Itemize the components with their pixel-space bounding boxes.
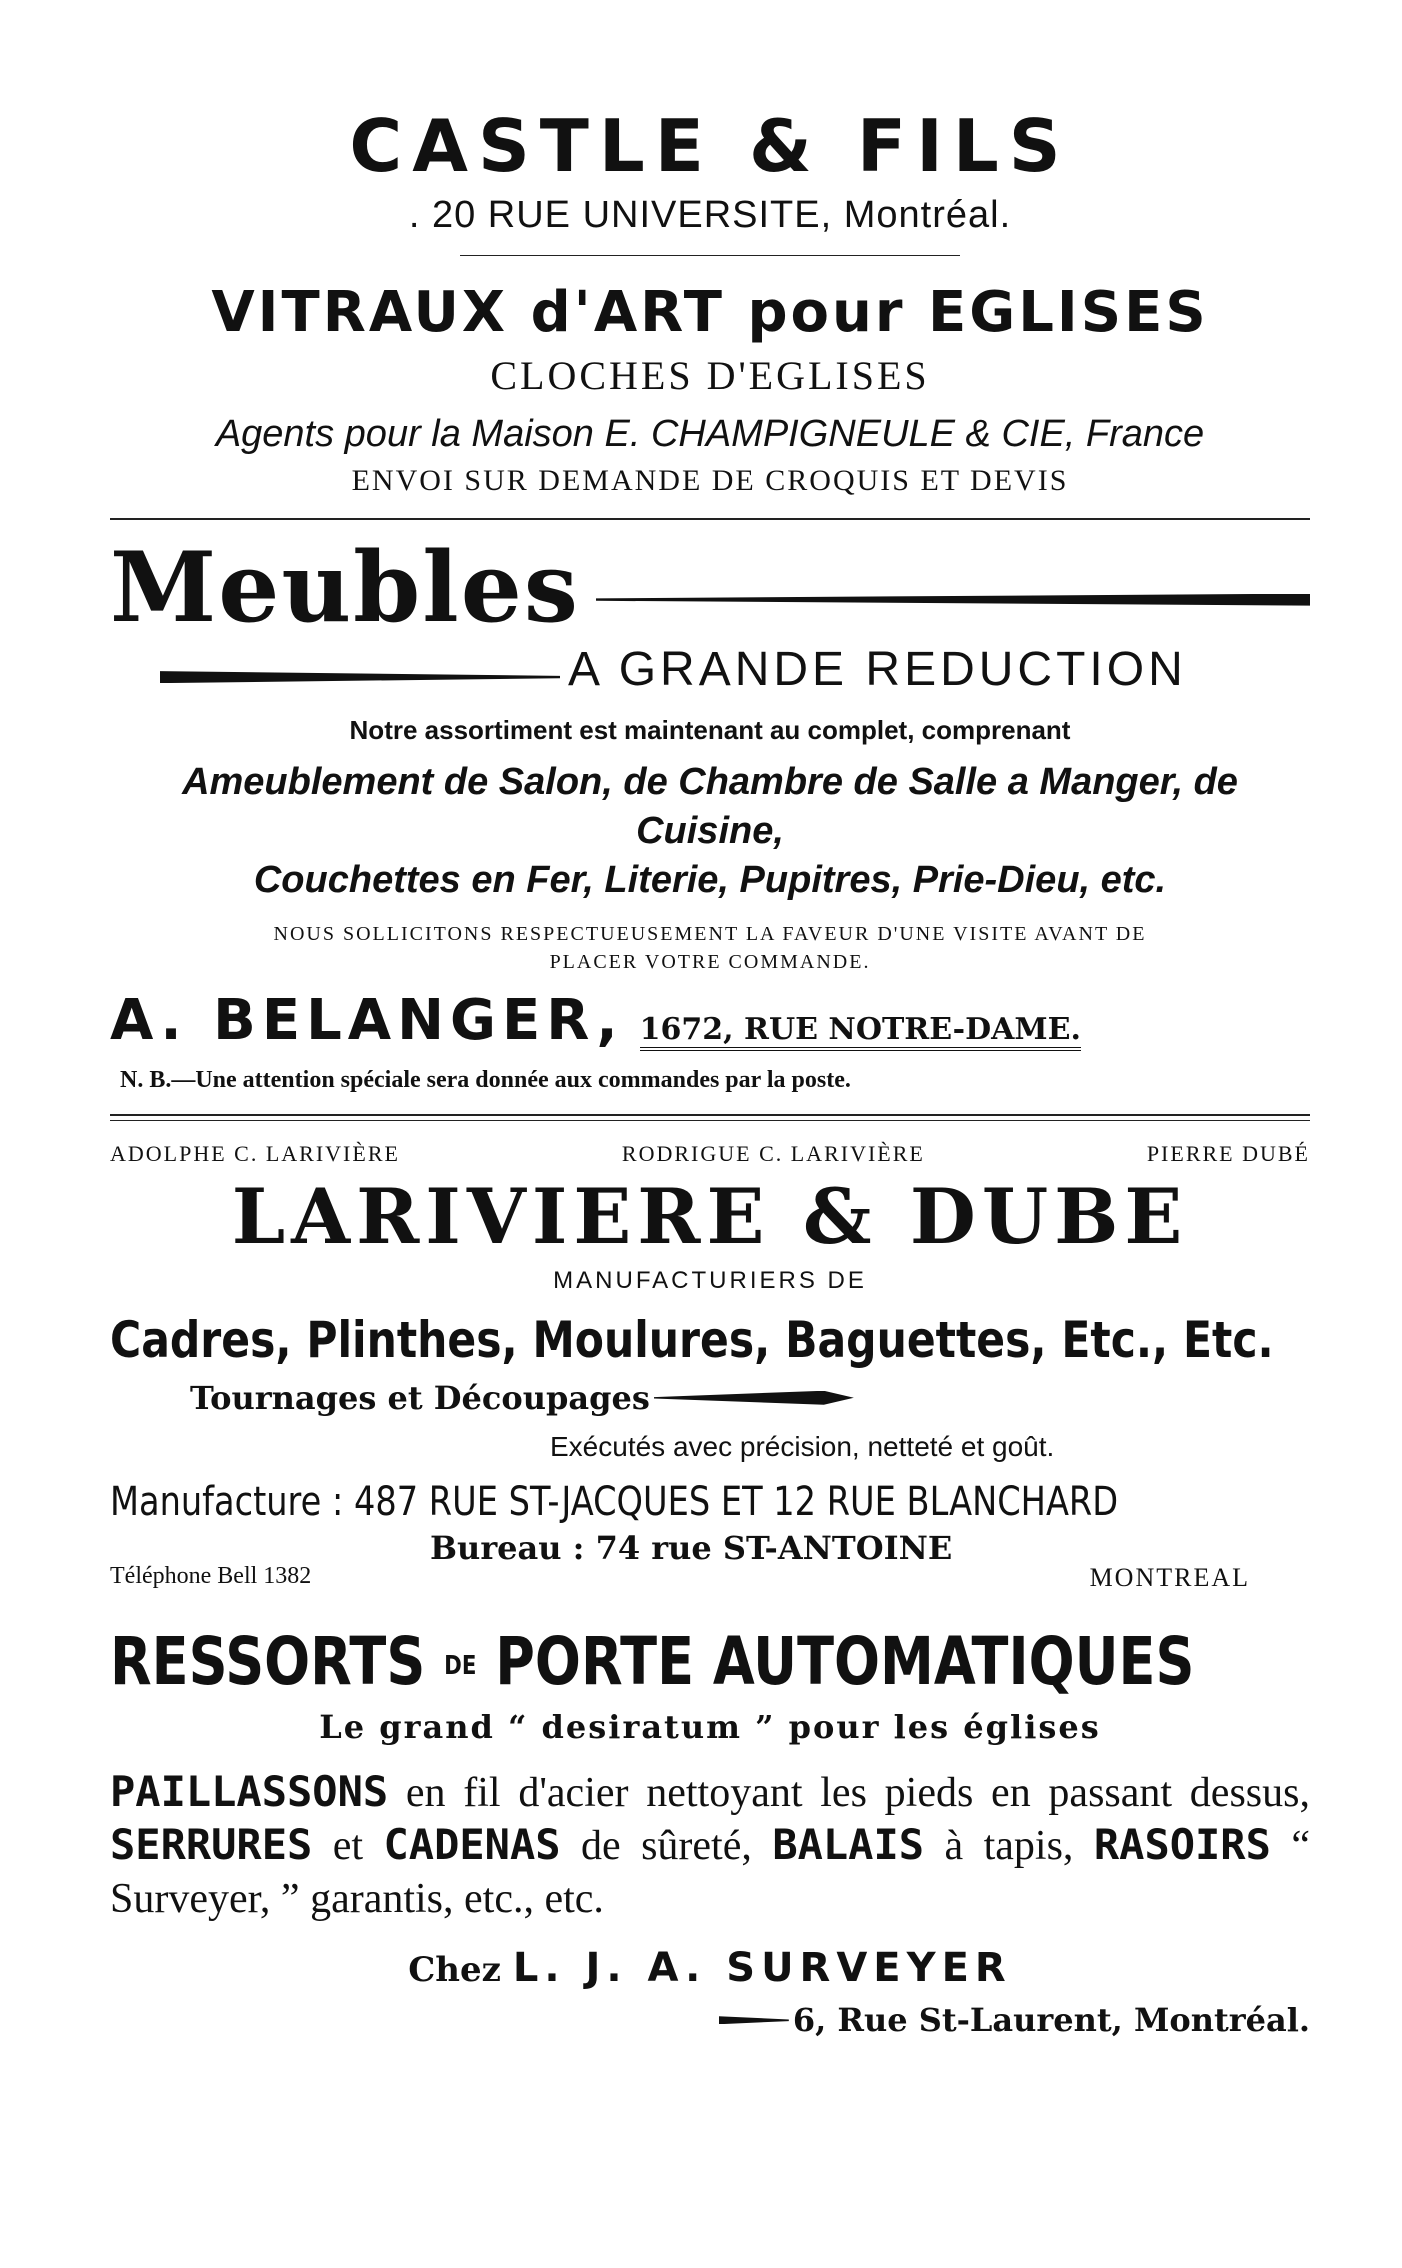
castle-address: . 20 RUE UNIVERSITE, Montréal. [408, 194, 1012, 236]
bureau-row [110, 1529, 1310, 1599]
paragraph-text: et [312, 1823, 384, 1870]
cloches-line: CLOCHES D'EGLISES [490, 352, 930, 398]
product-name: RASOIRS [1093, 1820, 1271, 1870]
merchant-address: 6, Rue St-Laurent, Montréal. [792, 2001, 1310, 2040]
assortment-line: Notre assortiment est maintenant au complet, comprenant [349, 714, 1071, 745]
ad-surveyer [110, 1623, 1310, 2040]
partner-name: RODRIGUE C. LARIVIÈRE [621, 1140, 925, 1166]
partners-row [110, 1141, 1310, 1167]
ad-meubles [110, 530, 1310, 1094]
decorative-rule [596, 594, 1310, 606]
solicitation-text [110, 920, 1310, 976]
ressorts-title-b: PORTE AUTOMATIQUES [495, 1622, 1195, 1700]
agents-line: Agents pour la Maison E. CHAMPIGNEULE & CIE, France [215, 412, 1205, 455]
desiratum-line: Le grand “ desiratum ” pour les églises [319, 1707, 1101, 1746]
product-name: PAILLASSONS [110, 1766, 389, 1816]
bureau-address: Bureau : 74 rue ST-ANTOINE [430, 1528, 953, 1567]
telephone: Téléphone Bell 1382 [110, 1562, 312, 1589]
ressorts-title-a: RESSORTS [110, 1622, 426, 1700]
decorative-rule [719, 2016, 789, 2024]
divider [110, 1114, 1310, 1121]
manufacturers-line: MANUFACTURIERS DE [553, 1266, 867, 1294]
divider [460, 255, 960, 256]
final-address-row [110, 2001, 1310, 2039]
furniture-line-1: Ameublement de Salon, de Chambre de Salle a Manger, de Cuisine, [182, 760, 1238, 852]
paragraph-text: “ Surveyer, ” garantis, etc., etc. [110, 1823, 1310, 1922]
merchant-name: A. BELANGER, [110, 987, 624, 1053]
ressorts-title-de: DE [444, 1650, 477, 1681]
tournages-row [190, 1379, 1310, 1417]
partner-name: ADOLPHE C. LARIVIÈRE [110, 1140, 400, 1166]
ressorts-title [110, 1623, 1310, 1700]
reduction-row [110, 642, 1310, 697]
product-name: BALAIS [772, 1820, 925, 1870]
decorative-rule [160, 671, 560, 683]
furniture-list [110, 758, 1310, 906]
advertisement-page [110, 100, 1310, 2039]
partner-name: PIERRE DUBÉ [1146, 1140, 1310, 1166]
merchant-address: 1672, RUE NOTRE-DAME. [640, 1012, 1081, 1051]
lariviere-title: LARIVIERE & DUBE [231, 1171, 1189, 1261]
manufacture-address: Manufacture : 487 RUE ST-JACQUES ET 12 RUE BLANCHARD [110, 1478, 1119, 1525]
paragraph-text: en fil d'acier nettoyant les pieds en passant dessus, [388, 1769, 1310, 1816]
meubles-title-row [110, 530, 1310, 644]
chez-row [110, 1945, 1310, 1991]
merchant-name: L. J. A. SURVEYER [512, 1945, 1012, 1992]
castle-title: CASTLE & FILS [349, 104, 1071, 188]
furniture-line-2: Couchettes en Fer, Literie, Pupitres, Prie-Dieu, etc. [253, 859, 1167, 902]
solicitation-line-2: PLACER VOTRE COMMANDE. [549, 950, 871, 973]
product-name: CADENAS [383, 1820, 561, 1870]
product-name: SERRURES [110, 1820, 313, 1870]
products-paragraph [110, 1766, 1310, 1926]
envoi-line: ENVOI SUR DEMANDE DE CROQUIS ET DEVIS [351, 463, 1069, 497]
products-line: Cadres, Plinthes, Moulures, Baguettes, Etc., Etc. [110, 1310, 1274, 1369]
nota-bene: N. B.—Une attention spéciale sera donnée aux commandes par la poste. [120, 1066, 851, 1093]
quality-line: Exécutés avec précision, netteté et goût. [550, 1430, 1055, 1462]
paragraph-text: de sûreté, [560, 1823, 773, 1870]
reduction-text: A GRANDE REDUCTION [568, 642, 1187, 696]
paragraph-text: à tapis, [924, 1823, 1094, 1870]
city: MONTREAL [1089, 1562, 1250, 1592]
divider [110, 518, 1310, 520]
vitraux-heading: VITRAUX d'ART pour EGLISES [211, 280, 1209, 345]
ad-castle [110, 104, 1310, 498]
chez-label: Chez [408, 1950, 501, 1991]
meubles-title: Meubles [110, 530, 580, 644]
decorative-rule [654, 1391, 854, 1405]
merchant-row [110, 988, 1310, 1053]
tournages-text: Tournages et Découpages [190, 1378, 650, 1417]
ad-lariviere [110, 1141, 1310, 1599]
solicitation-line-1: NOUS SOLLICITONS RESPECTUEUSEMENT LA FAVEUR D'UNE VISITE AVANT DE [273, 922, 1147, 945]
